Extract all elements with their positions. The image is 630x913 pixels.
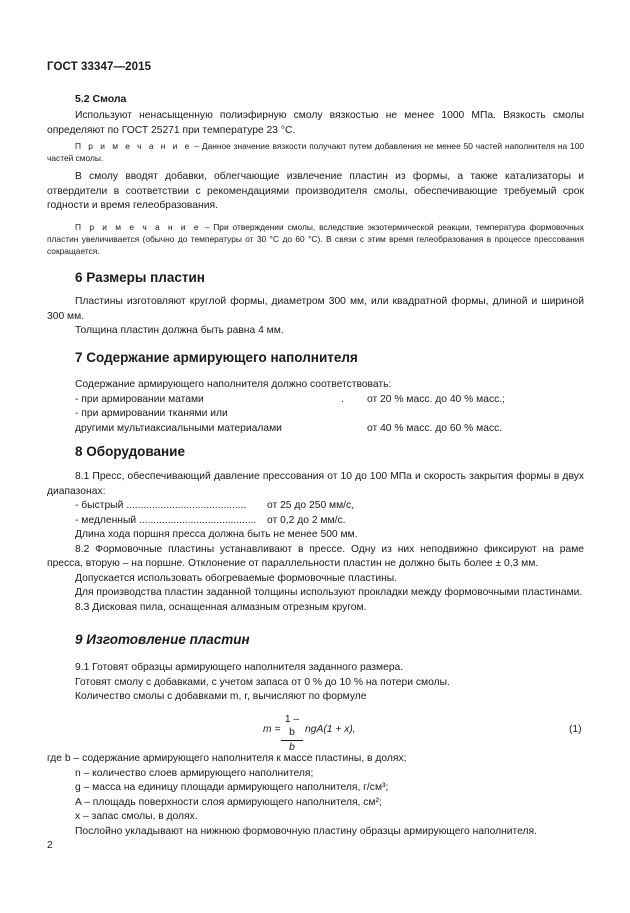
- page-number: 2: [47, 840, 53, 851]
- document-header: ГОСТ 33347—2015: [47, 61, 152, 73]
- paragraph: Количество смолы с добавками m, r, вычисляют по формуле: [75, 691, 367, 702]
- paragraph: Готовят смолу с добавками, с учетом запаса от 0 % до 10 % на потери смолы.: [75, 676, 450, 688]
- paragraph: 8.2 Формовочные пластины устанавливают в прессе. Одну из них неподвижно фиксируют на раме пресса, вторую – на поршне. Отклонение от параллельности пластин не должно быть более ± 0,3 мм.: [47, 543, 584, 569]
- paragraph: Послойно укладывают на нижнюю формовочную пластину образцы армирующего наполнителя.: [75, 825, 537, 837]
- item-value: от 40 % масс. до 60 % масс.: [367, 422, 503, 434]
- paragraph: Пластины изготовляют круглой формы, диаметром 300 мм, или квадратной формы, длиной и шириной 300 мм.: [47, 296, 584, 322]
- note-label: П р и м е ч а н и е: [75, 141, 192, 151]
- paragraph: Для производства пластин заданной толщины используют прокладки между формовочными пластинами.: [75, 587, 583, 598]
- item-label: - при армировании тканями или: [75, 408, 228, 419]
- paragraph: Содержание армирующего наполнителя должно соответствовать:: [75, 379, 392, 390]
- note: [47, 141, 584, 165]
- paragraph: Допускается использовать обогреваемые формовочные пластины.: [75, 572, 398, 584]
- list-item: [47, 393, 584, 408]
- item-label: - медленный .........................................: [75, 514, 257, 526]
- note-label: П р и м е ч а н и е: [75, 222, 201, 232]
- where-item: где b – содержание армирующего наполнителя к массе пластины, в долях;: [47, 753, 407, 764]
- list-item: [47, 422, 584, 437]
- item-value: от 20 % масс. до 40 % масс.;: [367, 393, 505, 405]
- paragraph: Толщина пластин должна быть равна 4 мм.: [75, 325, 284, 336]
- paragraph: [47, 109, 584, 138]
- paragraph: 8.1 Пресс, обеспечивающий давление прессования от 10 до 100 МПа и скорость закрытия формы в двух диапазонах:: [47, 471, 584, 497]
- paragraph: 9.1 Готовят образцы армирующего наполнителя заданного размера.: [75, 662, 404, 673]
- formula-rhs-text: ngA(1 + x),: [305, 724, 356, 735]
- where-list: [47, 752, 584, 839]
- list-item: [47, 514, 584, 529]
- section-title-wrap: [47, 632, 584, 647]
- paragraph: В смолу вводят добавки, облегчающие извлечение пластин из формы, а также катализаторы и отвердители в соответствии с рекомендациями производителя смолы, обеспечивающие требуемый срок годности и время гелеобразования.: [47, 171, 584, 211]
- item-value: от 25 до 250 мм/с,: [267, 500, 355, 511]
- note-text: [47, 141, 584, 165]
- section-7: [47, 350, 584, 365]
- where-item: g – масса на единицу площади армирующего наполнителя, г/см³;: [75, 782, 389, 793]
- paragraph: Используют ненасыщенную полиэфирную смолу вязкостью не менее 1000 МПа. Вязкость смолы определяют по ГОСТ 25271 при температуре 23 °С.: [47, 110, 584, 136]
- where-item: n – количество слоев армирующего наполнителя;: [75, 767, 314, 779]
- section-8: [47, 444, 584, 459]
- note-body: – При отверждении смолы, вследствие экзотермической реакции, температура формовочных пластин увеличивается (обычно до температуры от 30 °С до 60 °С). В связи с этим время гелеобразования в процессе прессования сокращается.: [47, 222, 584, 256]
- item-dot: .: [341, 393, 344, 405]
- section-title: 7 Содержание армирующего наполнителя: [75, 350, 358, 365]
- formula-denominator: b: [289, 742, 295, 753]
- paragraph: 8.3 Дисковая пила, оснащенная алмазным отрезным кругом.: [75, 601, 367, 613]
- formula-numerator: 1 – b: [281, 713, 303, 741]
- section-title: 9 Изготовление пластин: [75, 632, 250, 647]
- formula-number: (1): [569, 724, 582, 735]
- item-value: от 0,2 до 2 мм/с.: [267, 514, 346, 526]
- paragraph: [47, 170, 584, 214]
- section-title: 6 Размеры пластин: [75, 270, 205, 285]
- paragraph: Длина хода поршня пресса должна быть не менее 500 мм.: [75, 529, 358, 540]
- formula-lhs: m =: [263, 724, 281, 735]
- list-item: [47, 407, 584, 422]
- section-title: 8 Оборудование: [75, 444, 185, 459]
- paragraph: [47, 661, 584, 705]
- paragraph: [47, 470, 584, 615]
- note-body: – Данное значение вязкости получают путем добавления не менее 50 частей наполнителя на 100 частей смолы.: [47, 141, 585, 163]
- item-label: - при армировании матами: [75, 393, 204, 405]
- where-item: x – запас смолы, в долях.: [75, 811, 198, 822]
- formula-fraction: [281, 713, 303, 754]
- section-6: [47, 270, 584, 285]
- formula-rhs: [305, 724, 356, 735]
- list-item: [47, 499, 584, 514]
- note: [47, 222, 584, 257]
- note-text: [47, 222, 584, 257]
- paragraph: [47, 295, 584, 339]
- section-title: 5.2 Смола: [75, 93, 127, 105]
- section-9: [47, 632, 584, 647]
- item-label: другими мультиаксиальными материалами: [75, 422, 282, 434]
- section-5-2: [47, 93, 584, 105]
- item-label: - быстрый ..........................................: [75, 500, 247, 511]
- formula: [263, 713, 593, 753]
- content-list: [47, 378, 584, 436]
- where-item: A – площадь поверхности слоя армирующего наполнителя, см²;: [75, 796, 382, 808]
